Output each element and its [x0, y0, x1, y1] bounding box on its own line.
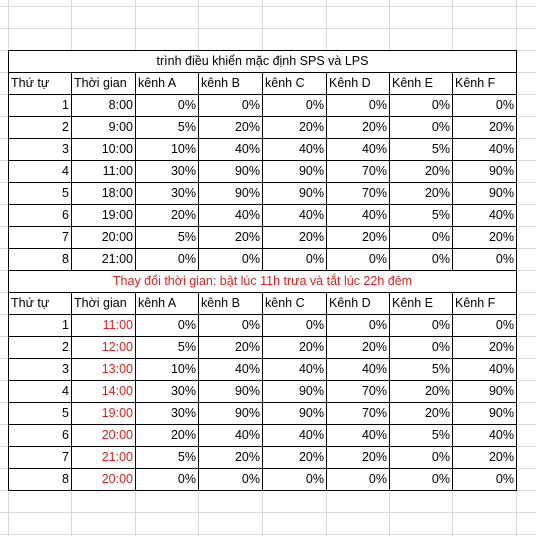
time-cell: 18:00 — [72, 183, 136, 205]
time-cell: 20:00 — [72, 227, 136, 249]
table-row — [9, 425, 517, 447]
channel-value-cell: 90% — [453, 161, 517, 183]
table-row — [9, 183, 517, 205]
channel-value-cell: 20% — [136, 425, 199, 447]
time-cell: 8:00 — [72, 95, 136, 117]
channel-value-cell: 0% — [263, 249, 327, 271]
channel-value-cell: 20% — [453, 337, 517, 359]
order-cell: 2 — [9, 337, 72, 359]
channel-value-cell: 0% — [390, 447, 453, 469]
time-cell: 19:00 — [72, 205, 136, 227]
changed-schedule-table — [8, 270, 517, 491]
table-title: Thay đổi thời gian: bật lúc 11h trưa và tắt lúc 22h đêm — [9, 271, 517, 293]
channel-value-cell: 40% — [199, 359, 263, 381]
channel-value-cell: 40% — [453, 359, 517, 381]
table-row — [9, 315, 517, 337]
time-cell: 11:00 — [72, 315, 136, 337]
order-cell: 4 — [9, 161, 72, 183]
table-row — [9, 469, 517, 491]
order-cell: 6 — [9, 205, 72, 227]
channel-value-cell: 40% — [327, 359, 390, 381]
channel-value-cell: 20% — [327, 447, 390, 469]
header-cell: Thời gian — [72, 73, 136, 95]
header-row — [9, 293, 517, 315]
default-schedule-table — [8, 50, 517, 271]
table-row — [9, 447, 517, 469]
table-row — [9, 337, 517, 359]
header-row — [9, 73, 517, 95]
header-cell: Thứ tự — [9, 73, 72, 95]
channel-value-cell: 40% — [327, 205, 390, 227]
channel-value-cell: 5% — [136, 447, 199, 469]
channel-value-cell: 40% — [263, 205, 327, 227]
header-cell: kênh B — [199, 73, 263, 95]
channel-value-cell: 0% — [453, 249, 517, 271]
header-cell: Kênh D — [327, 73, 390, 95]
channel-value-cell: 30% — [136, 183, 199, 205]
channel-value-cell: 0% — [327, 315, 390, 337]
channel-value-cell: 0% — [199, 95, 263, 117]
order-cell: 7 — [9, 447, 72, 469]
channel-value-cell: 0% — [327, 249, 390, 271]
channel-value-cell: 30% — [136, 381, 199, 403]
table-row — [9, 381, 517, 403]
channel-value-cell: 40% — [453, 205, 517, 227]
channel-value-cell: 0% — [390, 95, 453, 117]
header-cell: kênh A — [136, 73, 199, 95]
table-row — [9, 139, 517, 161]
channel-value-cell: 70% — [327, 161, 390, 183]
order-cell: 8 — [9, 469, 72, 491]
order-cell: 4 — [9, 381, 72, 403]
channel-value-cell: 0% — [136, 469, 199, 491]
order-cell: 5 — [9, 183, 72, 205]
channel-value-cell: 20% — [199, 227, 263, 249]
channel-value-cell: 30% — [136, 161, 199, 183]
channel-value-cell: 40% — [453, 139, 517, 161]
channel-value-cell: 0% — [136, 315, 199, 337]
channel-value-cell: 20% — [199, 447, 263, 469]
channel-value-cell: 40% — [199, 205, 263, 227]
header-cell: Thứ tự — [9, 293, 72, 315]
channel-value-cell: 90% — [263, 381, 327, 403]
table-title: trình điều khiển mặc định SPS và LPS — [9, 51, 517, 73]
table-row — [9, 161, 517, 183]
header-cell: kênh A — [136, 293, 199, 315]
channel-value-cell: 10% — [136, 359, 199, 381]
header-cell: Kênh E — [390, 73, 453, 95]
order-cell: 7 — [9, 227, 72, 249]
channel-value-cell: 5% — [136, 117, 199, 139]
header-cell: Thời gian — [72, 293, 136, 315]
channel-value-cell: 40% — [199, 425, 263, 447]
channel-value-cell: 5% — [390, 205, 453, 227]
header-cell: Kênh F — [453, 293, 517, 315]
time-cell: 9:00 — [72, 117, 136, 139]
channel-value-cell: 20% — [327, 227, 390, 249]
time-cell: 13:00 — [72, 359, 136, 381]
channel-value-cell: 0% — [390, 117, 453, 139]
channel-value-cell: 90% — [199, 183, 263, 205]
channel-value-cell: 0% — [390, 227, 453, 249]
channel-value-cell: 0% — [136, 249, 199, 271]
channel-value-cell: 40% — [263, 425, 327, 447]
channel-value-cell: 90% — [199, 161, 263, 183]
header-cell: kênh B — [199, 293, 263, 315]
channel-value-cell: 20% — [327, 117, 390, 139]
channel-value-cell: 0% — [199, 315, 263, 337]
channel-value-cell: 20% — [453, 227, 517, 249]
channel-value-cell: 70% — [327, 183, 390, 205]
channel-value-cell: 20% — [390, 183, 453, 205]
table-body — [9, 315, 517, 491]
table-row — [9, 95, 517, 117]
channel-value-cell: 0% — [199, 469, 263, 491]
table-row — [9, 227, 517, 249]
channel-value-cell: 40% — [263, 359, 327, 381]
table-title-row — [9, 51, 517, 73]
order-cell: 1 — [9, 315, 72, 337]
time-cell: 20:00 — [72, 425, 136, 447]
channel-value-cell: 20% — [136, 205, 199, 227]
channel-value-cell: 5% — [390, 139, 453, 161]
header-cell: kênh C — [263, 293, 327, 315]
channel-value-cell: 0% — [327, 469, 390, 491]
channel-value-cell: 70% — [327, 381, 390, 403]
channel-value-cell: 0% — [453, 469, 517, 491]
order-cell: 1 — [9, 95, 72, 117]
channel-value-cell: 0% — [263, 315, 327, 337]
order-cell: 6 — [9, 425, 72, 447]
order-cell: 2 — [9, 117, 72, 139]
channel-value-cell: 20% — [390, 161, 453, 183]
channel-value-cell: 0% — [263, 95, 327, 117]
channel-value-cell: 20% — [453, 117, 517, 139]
channel-value-cell: 70% — [327, 403, 390, 425]
table-row — [9, 249, 517, 271]
channel-value-cell: 90% — [199, 381, 263, 403]
channel-value-cell: 40% — [327, 139, 390, 161]
channel-value-cell: 20% — [263, 227, 327, 249]
order-cell: 8 — [9, 249, 72, 271]
table-title-row — [9, 271, 517, 293]
table-body — [9, 95, 517, 271]
channel-value-cell: 90% — [263, 161, 327, 183]
channel-value-cell: 5% — [390, 425, 453, 447]
channel-value-cell: 0% — [390, 315, 453, 337]
channel-value-cell: 20% — [199, 117, 263, 139]
channel-value-cell: 90% — [453, 381, 517, 403]
time-cell: 11:00 — [72, 161, 136, 183]
header-cell: Kênh D — [327, 293, 390, 315]
channel-value-cell: 90% — [199, 403, 263, 425]
channel-value-cell: 20% — [390, 381, 453, 403]
channel-value-cell: 0% — [390, 469, 453, 491]
channel-value-cell: 5% — [390, 359, 453, 381]
channel-value-cell: 20% — [263, 117, 327, 139]
time-cell: 12:00 — [72, 337, 136, 359]
channel-value-cell: 40% — [199, 139, 263, 161]
order-cell: 3 — [9, 139, 72, 161]
channel-value-cell: 40% — [453, 425, 517, 447]
channel-value-cell: 0% — [453, 95, 517, 117]
header-cell: Kênh F — [453, 73, 517, 95]
order-cell: 3 — [9, 359, 72, 381]
channel-value-cell: 40% — [263, 139, 327, 161]
channel-value-cell: 0% — [199, 249, 263, 271]
channel-value-cell: 20% — [453, 447, 517, 469]
time-cell: 19:00 — [72, 403, 136, 425]
table-row — [9, 117, 517, 139]
channel-value-cell: 0% — [390, 337, 453, 359]
channel-value-cell: 0% — [327, 95, 390, 117]
channel-value-cell: 0% — [136, 95, 199, 117]
channel-value-cell: 20% — [263, 337, 327, 359]
channel-value-cell: 20% — [199, 337, 263, 359]
channel-value-cell: 5% — [136, 227, 199, 249]
table-row — [9, 359, 517, 381]
header-cell: Kênh E — [390, 293, 453, 315]
channel-value-cell: 30% — [136, 403, 199, 425]
time-cell: 21:00 — [72, 249, 136, 271]
channel-value-cell: 5% — [136, 337, 199, 359]
time-cell: 20:00 — [72, 469, 136, 491]
channel-value-cell: 0% — [453, 315, 517, 337]
time-cell: 21:00 — [72, 447, 136, 469]
channel-value-cell: 40% — [327, 425, 390, 447]
channel-value-cell: 10% — [136, 139, 199, 161]
channel-value-cell: 0% — [390, 249, 453, 271]
time-cell: 14:00 — [72, 381, 136, 403]
channel-value-cell: 90% — [453, 183, 517, 205]
channel-value-cell: 0% — [263, 469, 327, 491]
channel-value-cell: 20% — [390, 403, 453, 425]
time-cell: 10:00 — [72, 139, 136, 161]
channel-value-cell: 20% — [327, 337, 390, 359]
channel-value-cell: 90% — [263, 403, 327, 425]
channel-value-cell: 20% — [263, 447, 327, 469]
table-row — [9, 205, 517, 227]
table-row — [9, 403, 517, 425]
header-cell: kênh C — [263, 73, 327, 95]
channel-value-cell: 90% — [263, 183, 327, 205]
channel-value-cell: 90% — [453, 403, 517, 425]
order-cell: 5 — [9, 403, 72, 425]
